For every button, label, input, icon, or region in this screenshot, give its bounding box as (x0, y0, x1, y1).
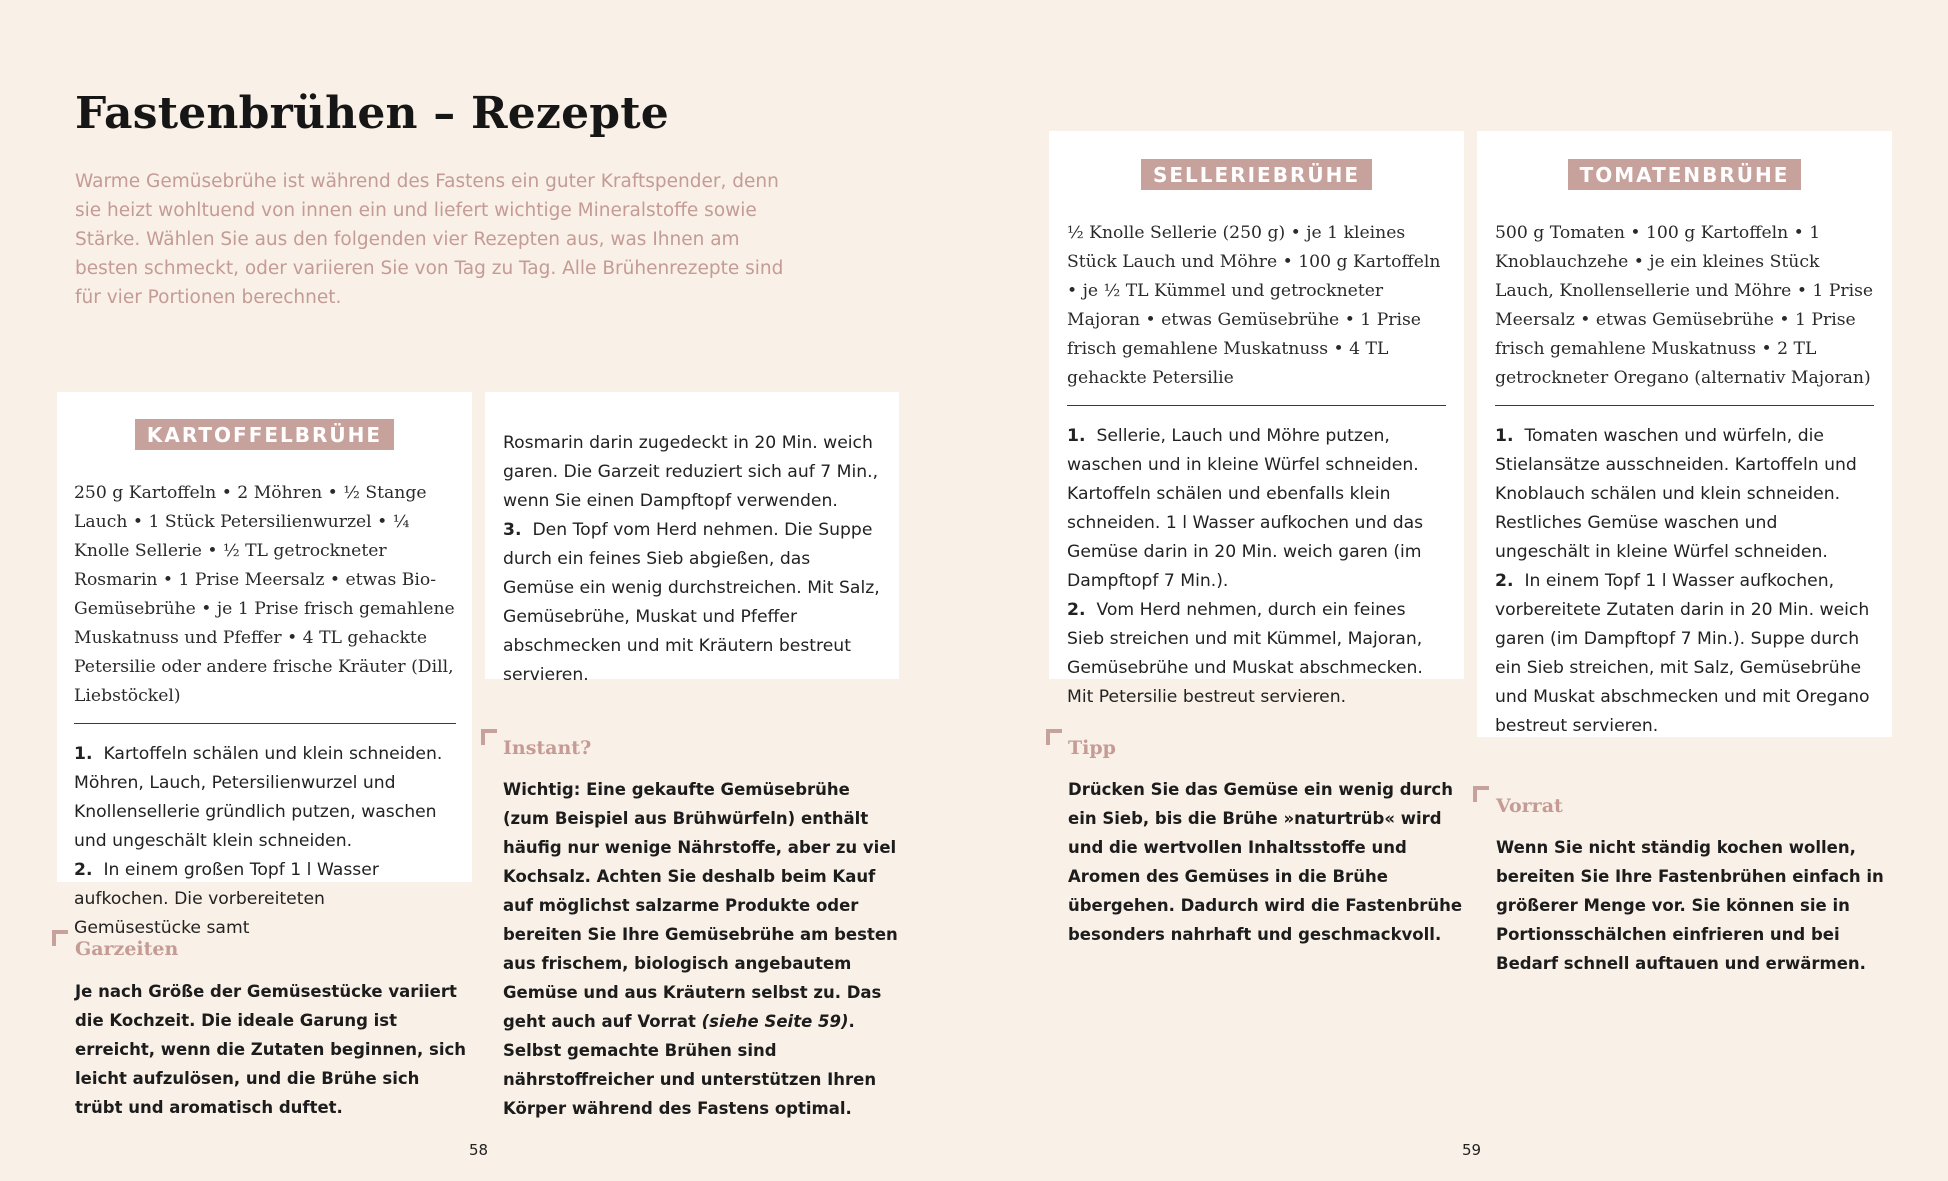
vorrat-text: Wenn Sie nicht ständig kochen wollen, bereiten Sie Ihre Fastenbrühen einfach in größerer Menge vor. Sie können sie in Portionsschälchen einfrieren und bei Bedarf schnell auftauen und erwärmen. (1496, 838, 1884, 973)
step-text: Tomaten waschen und würfeln, die Stielansätze ausschneiden. Kartoffeln und Knoblauch schälen und klein schneiden. Restliches Gemüse waschen und ungeschält in kleine Würfel schneiden. (1495, 426, 1857, 562)
corner-bracket-icon (1046, 729, 1062, 745)
kartoffel-ingredients: 250 g Kartoffeln • 2 Möhren • ½ Stange Lauch • 1 Stück Petersilienwurzel • ¼ Knolle Sellerie • ½ TL getrockneter Rosmarin • 1 Prise Meersalz • etwas Bio-Gemüsebrühe • je 1 Prise frisch gemahlene Muskatnuss und Pfeffer • 4 TL gehackte Petersilie oder andere frische Kräuter (Dill, Liebstöckel) (74, 483, 455, 706)
step-text: In einem großen Topf 1 l Wasser aufkochen. Die vorbereiteten Gemüsestücke samt (74, 860, 379, 938)
corner-bracket-icon (481, 729, 497, 745)
step-number: 1. (74, 744, 93, 764)
kartoffel-steps-continued (485, 392, 899, 690)
step-text: Kartoffeln schälen und klein schneiden. Möhren, Lauch, Petersilienwurzel und Knollensellerie gründlich putzen, waschen und ungeschält klein schneiden. (74, 744, 443, 851)
step-text: Den Topf vom Herd nehmen. Die Suppe durch ein feines Sieb abgießen, das Gemüse ein wenig durchstreichen. Mit Salz, Gemüsebrühe, Muskat und Pfeffer abschmecken und mit Kräutern bestreut servieren. (503, 520, 880, 685)
step-number: 2. (74, 860, 93, 880)
tipp-text: Drücken Sie das Gemüse ein wenig durch ein Sieb, bis die Brühe »naturtrüb« wird und die wertvollen Inhaltsstoffe und Aromen des Gemüses in die Brühe übergehen. Dadurch wird die Fastenbrühe besonders nahrhaft und geschmackvoll. (1068, 780, 1463, 944)
tomaten-title: TOMATENBRÜHE (1568, 159, 1802, 190)
tipp-heading: Tipp (1068, 737, 1116, 759)
sellerie-card (1049, 131, 1464, 707)
kartoffel-card (57, 392, 472, 938)
step-number: 1. (1495, 426, 1514, 446)
instant-heading: Instant? (503, 737, 592, 759)
step-text: Sellerie, Lauch und Möhre putzen, waschen und in kleine Würfel schneiden. Kartoffeln schälen und ebenfalls klein schneiden. 1 l Wasser aufkochen und das Gemüse darin in 20 Min. weich garen (im Dampftopf 7 Min.). (1067, 426, 1424, 591)
step-number: 2. (1495, 571, 1514, 591)
garzeiten-heading: Garzeiten (75, 938, 179, 960)
kartoffel-continued-card (485, 392, 899, 685)
vorrat-heading: Vorrat (1496, 795, 1563, 817)
divider (1067, 405, 1446, 406)
intro-text: Warme Gemüsebrühe ist während des Fastens ein guter Kraftspender, denn sie heizt wohltuend von innen ein und liefert wichtige Mineralstoffe sowie Stärke. Wählen Sie aus den folgenden vier Rezepten aus, was Ihnen am besten schmeckt, oder variieren Sie von Tag zu Tag. Alle Brühenrezepte sind für vier Portionen berechnet. (75, 171, 784, 308)
step-text: In einem Topf 1 l Wasser aufkochen, vorbereitete Zutaten darin in 20 Min. weich garen (im Dampftopf 7 Min.). Suppe durch ein Sieb streichen, mit Salz, Gemüsebrühe und Muskat abschmecken und mit Oregano bestreut servieren. (1495, 571, 1870, 736)
garzeiten-text: Je nach Größe der Gemüsestücke variiert die Kochzeit. Die ideale Garung ist erreicht, wenn die Zutaten beginnen, sich leicht aufzulösen, und die Brühe sich trübt und aromatisch duftet. (75, 982, 467, 1117)
step-number: 3. (503, 520, 522, 540)
corner-bracket-icon (52, 930, 68, 946)
page-number-left: 58 (469, 1141, 489, 1159)
sellerie-ingredients: ½ Knolle Sellerie (250 g) • je 1 kleines Stück Lauch und Möhre • 100 g Kartoffeln • je ½ TL Kümmel und getrockneter Majoran • etwas Gemüsebrühe • 1 Prise frisch gemahlene Muskatnuss • 4 TL gehackte Petersilie (1067, 223, 1441, 388)
page-title: Fastenbrühen – Rezepte (75, 88, 669, 139)
step-number: 2. (1067, 600, 1086, 620)
page-number-right: 59 (1462, 1141, 1482, 1159)
tomaten-steps (1495, 422, 1874, 741)
step-number: 1. (1067, 426, 1086, 446)
sellerie-steps (1067, 422, 1446, 712)
divider (74, 723, 456, 724)
step-text: Vom Herd nehmen, durch ein feines Sieb streichen und mit Kümmel, Majoran, Gemüsebrühe und Muskat abschmecken. Mit Petersilie bestreut servieren. (1067, 600, 1423, 707)
tomaten-card (1477, 131, 1892, 737)
instant-text (503, 775, 898, 1123)
step-text: Rosmarin darin zugedeckt in 20 Min. weich garen. Die Garzeit reduziert sich auf 7 Min., wenn Sie einen Dampftopf verwenden. (503, 433, 879, 511)
sellerie-title: SELLERIEBRÜHE (1141, 159, 1372, 190)
tomaten-ingredients: 500 g Tomaten • 100 g Kartoffeln • 1 Knoblauchzehe • je ein kleines Stück Lauch, Knollensellerie und Möhre • 1 Prise Meersalz • etwas Gemüsebrühe • 1 Prise frisch gemahlene Muskatnuss • 2 TL getrockneter Oregano (alternativ Majoran) (1495, 223, 1874, 388)
divider (1495, 405, 1874, 406)
kartoffel-title: KARTOFFELBRÜHE (135, 419, 394, 450)
kartoffel-steps (74, 740, 456, 943)
instant-text-part: . Selbst gemachte Brühen sind nährstoffreicher und unterstützen Ihren Körper während des Fastens optimal. (503, 1012, 877, 1118)
page-reference: (siehe Seite 59) (701, 1012, 849, 1031)
corner-bracket-icon (1473, 786, 1489, 802)
instant-text-part: Wichtig: Eine gekaufte Gemüsebrühe (zum Beispiel aus Brühwürfeln) enthält häufig nur wenige Nährstoffe, aber zu viel Kochsalz. Achten Sie deshalb beim Kauf auf möglichst salzarme Produkte oder bereiten Sie Ihre Gemüsebrühe am besten aus frischem, biologisch angebautem Gemüse und aus Kräutern selbst zu. Das geht auch auf Vorrat (503, 780, 898, 1031)
